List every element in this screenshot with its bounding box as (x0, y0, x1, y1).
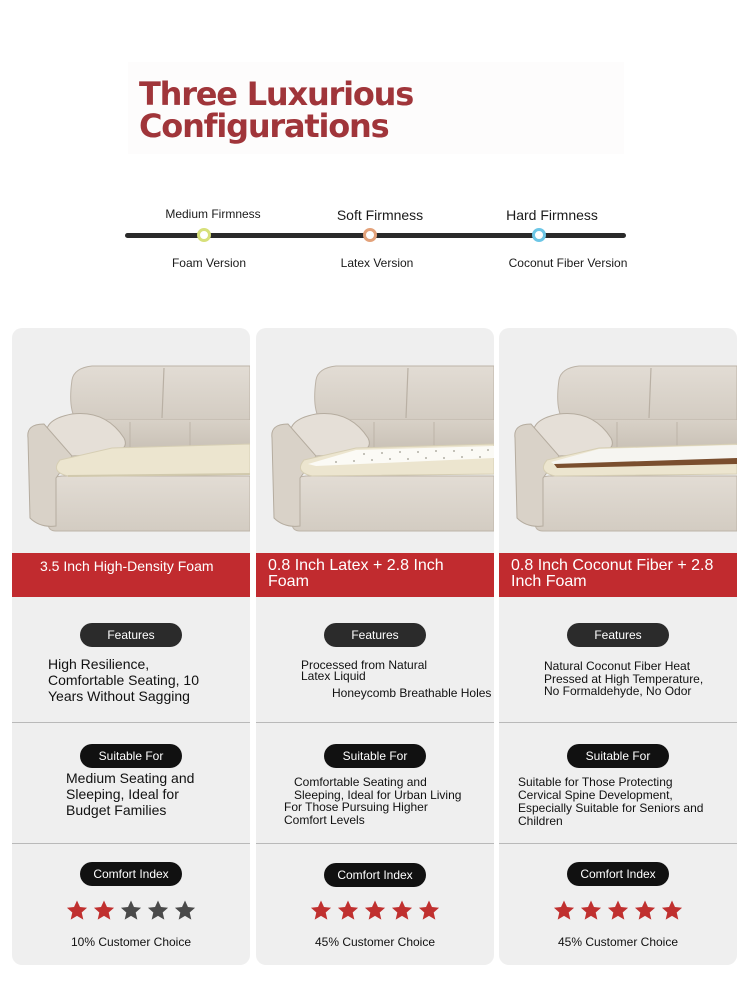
comfort-index-section (256, 844, 494, 965)
suitable-for-pill: Suitable For (324, 744, 426, 768)
suitable-for-text: Medium Seating and Sleeping, Ideal for Budget Families (66, 770, 195, 818)
star-filled-icon (93, 899, 116, 922)
suitable-for-text: Suitable for Those Protecting Cervical Spine Development, Especially Suitable for Seniors and Children (518, 775, 704, 828)
config-heading: 0.8 Inch Coconut Fiber + 2.8 Inch Foam (499, 553, 737, 597)
comfort-index-pill: Comfort Index (80, 862, 182, 886)
star-filled-icon (607, 899, 630, 922)
firmness-marker-latex (363, 228, 377, 242)
comfort-index-section (499, 844, 737, 965)
features-pill: Features (567, 623, 669, 647)
feature-text: Processed from Natural Latex Liquid (301, 658, 428, 683)
firmness-marker-coconut (532, 228, 546, 242)
feature-text: Natural Coconut Fiber Heat Pressed at High Temperature, No Formaldehyde, No Odor (544, 659, 704, 698)
features-pill: Features (324, 623, 426, 647)
features-pill: Features (80, 623, 182, 647)
star-filled-icon (553, 899, 576, 922)
star-rating (553, 899, 684, 922)
feature-text: High Resilience, Comfortable Seating, 10 Years Without Sagging (48, 656, 199, 704)
star-filled-icon (337, 899, 360, 922)
suitable-for-pill: Suitable For (80, 744, 182, 768)
version-label-latex: Latex Version (340, 256, 414, 270)
star-rating (66, 899, 197, 922)
page-title-line-2: Configurations (139, 107, 389, 145)
firmness-label-medium: Medium Firmness (165, 207, 261, 221)
customer-choice-text: 45% Customer Choice (314, 935, 436, 949)
star-filled-icon (364, 899, 387, 922)
suitable-for-section (499, 723, 737, 844)
comfort-index-pill: Comfort Index (324, 863, 426, 887)
star-filled-icon (310, 899, 333, 922)
star-empty-icon (120, 899, 143, 922)
firmness-label-soft: Soft Firmness (336, 207, 424, 223)
features-section (499, 597, 737, 723)
config-card-coconut (499, 328, 737, 965)
version-label-foam: Foam Version (171, 256, 247, 270)
page-title (139, 75, 414, 145)
star-filled-icon (634, 899, 657, 922)
star-filled-icon (66, 899, 89, 922)
comfort-index-section (12, 844, 250, 965)
star-filled-icon (580, 899, 603, 922)
features-section (256, 597, 494, 723)
page-title-line-1: Three Luxurious (139, 75, 414, 113)
star-filled-icon (661, 899, 684, 922)
suitable-for-section (12, 723, 250, 844)
features-section (12, 597, 250, 723)
customer-choice-text: 45% Customer Choice (557, 935, 679, 949)
suitable-for-pill: Suitable For (567, 744, 669, 768)
firmness-label-hard: Hard Firmness (506, 207, 598, 223)
config-card-foam (12, 328, 250, 965)
config-heading: 0.8 Inch Latex + 2.8 Inch Foam (256, 553, 494, 597)
firmness-marker-foam (197, 228, 211, 242)
comfort-index-pill: Comfort Index (567, 862, 669, 886)
feature-text: Honeycomb Breathable Holes (332, 686, 492, 700)
star-empty-icon (174, 899, 197, 922)
suitable-for-section (256, 723, 494, 844)
star-empty-icon (147, 899, 170, 922)
suitable-for-text: Comfortable Seating and Sleeping, Ideal for Urban Living (294, 775, 462, 802)
sofa-foam-image (12, 328, 250, 553)
star-rating (310, 899, 441, 922)
config-card-latex (256, 328, 494, 965)
star-filled-icon (391, 899, 414, 922)
sofa-latex-image (256, 328, 494, 553)
suitable-for-text: For Those Pursuing Higher Comfort Levels (284, 800, 428, 827)
customer-choice-text: 10% Customer Choice (70, 935, 192, 949)
star-filled-icon (418, 899, 441, 922)
version-label-coconut: Coconut Fiber Version (508, 256, 628, 270)
config-heading: 3.5 Inch High-Density Foam (12, 553, 250, 597)
sofa-coconut-image (499, 328, 737, 553)
